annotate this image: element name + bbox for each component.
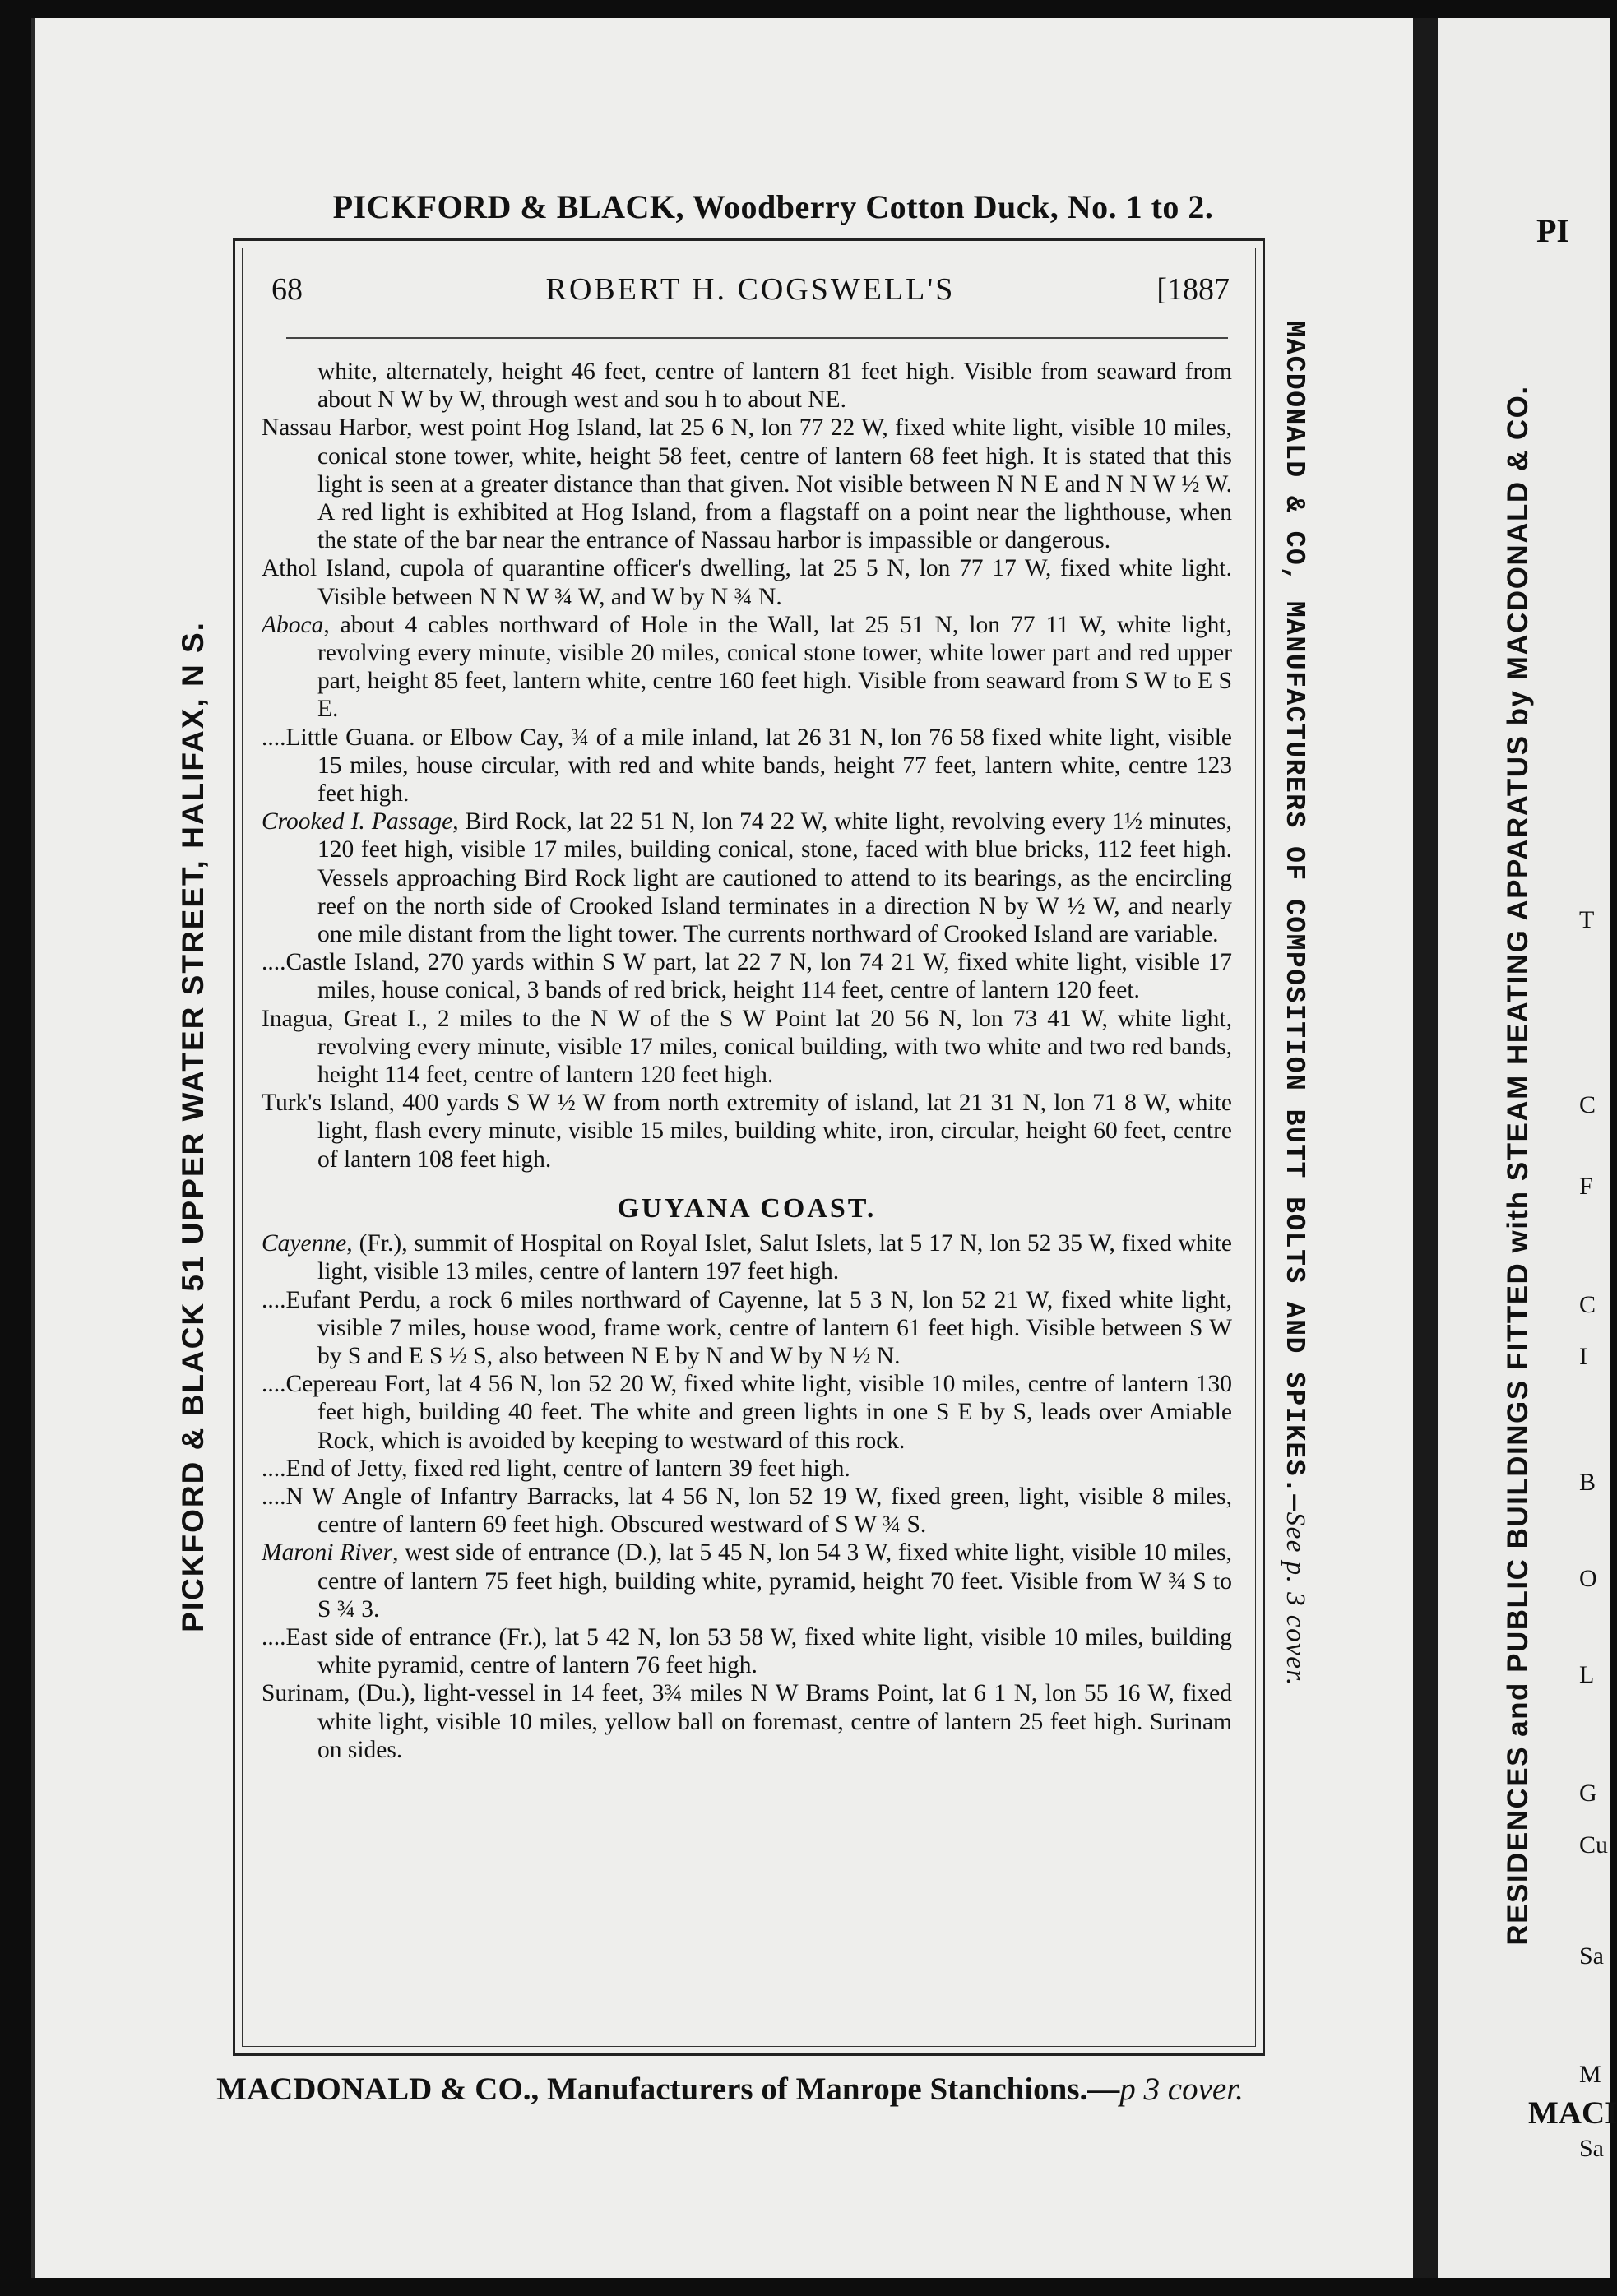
next-page-letter: T bbox=[1579, 906, 1595, 933]
right-margin-ref: See p. 3 cover. bbox=[1281, 1511, 1310, 1687]
bottom-advert bbox=[185, 2071, 1275, 2108]
next-page-fragment bbox=[1438, 18, 1617, 2278]
light-name: ....Little Guana. or Elbow Cay bbox=[262, 724, 558, 751]
page-year: [1887 bbox=[1156, 272, 1230, 307]
page-body bbox=[262, 358, 1232, 1764]
light-name: Maroni River bbox=[262, 1539, 393, 1567]
light-name: Athol Island bbox=[262, 555, 385, 582]
next-page-side-advert: RESIDENCES and PUBLIC BUILDINGS FITTED with STEAM HEATING APPARATUS by MACDONALD & CO. bbox=[1502, 385, 1534, 1946]
light-description: , lat 4 56 N, lon 52 19 W, fixed green, light, visible 8 miles, centre of lantern 69 feet high. Obscured westward of S W ¾ S. bbox=[317, 1483, 1233, 1539]
light-name: ....Cepereau Fort bbox=[262, 1371, 425, 1398]
light-description: , 270 yards within S W part, lat 22 7 N, lon 74 21 W, fixed white light, visible 17 miles, house conical, 3 bands of red brick, height 114 feet, centre of lantern 120 feet. bbox=[317, 949, 1232, 1004]
next-page-letter: M bbox=[1579, 2061, 1601, 2088]
next-page-letter: O bbox=[1579, 1565, 1597, 1592]
light-entry bbox=[262, 554, 1232, 610]
light-description: , light-vessel in 14 feet, 3¾ miles N W Brams Point, lat 6 1 N, lon 55 16 W, fixed white light, visible 10 miles, yellow ball on foremast, centre of lantern 25 feet high. Surinam on sides. bbox=[317, 1680, 1233, 1763]
light-description: white, alternately, height 46 feet, centre of lantern 81 feet high. Visible from seaward from about N W by W, through west and sou h to about NE. bbox=[317, 359, 1232, 414]
light-description: , ¾ of a mile inland, lat 26 31 N, lon 76 58 fixed white light, visible 15 miles, house circular, with red and white bands, height 77 feet, lantern white, centre 123 feet high. bbox=[317, 724, 1232, 808]
bottom-advert-text: MACDONALD & CO., Manufacturers of Manrope Stanchions.— bbox=[216, 2071, 1120, 2107]
page-header bbox=[271, 271, 1230, 321]
light-entry bbox=[262, 808, 1232, 948]
light-description: , fixed red light, centre of lantern 39 feet high. bbox=[401, 1455, 850, 1482]
light-name: Turk's Island bbox=[262, 1090, 389, 1117]
page-number: 68 bbox=[271, 272, 303, 307]
light-description: , about 4 cables northward of Hole in the Wall, lat 25 51 N, lon 77 11 W, white light, revolving every minute, visible 20 miles, conical stone tower, white lower part and red upper part, height 85 feet, lantern white, centre 160 feet high. Visible from seaward from S W to E S E. bbox=[317, 611, 1232, 723]
light-entry bbox=[262, 1623, 1232, 1679]
light-name: Crooked I. Passage bbox=[262, 808, 453, 836]
right-margin-advert-text: MACDONALD & CO, MANUFACTURERS OF COMPOSITION BUTT BOLTS AND SPIKES.— bbox=[1279, 321, 1309, 1512]
next-page-letter: Cu bbox=[1579, 1831, 1609, 1859]
light-name: Inagua, Great I. bbox=[262, 1005, 422, 1032]
right-margin-advert bbox=[1271, 321, 1320, 2023]
light-name: ....Eufant Perdu bbox=[262, 1286, 416, 1313]
light-entry bbox=[262, 1539, 1232, 1623]
light-entry bbox=[262, 358, 1232, 414]
light-description: , (Fr.), summit of Hospital on Royal Islet, Salut Islets, lat 5 17 N, lon 52 35 W, fixed white light, visible 13 miles, centre of lantern 197 feet high. bbox=[317, 1230, 1232, 1285]
light-entry bbox=[262, 1286, 1232, 1371]
next-page-letter: C bbox=[1579, 1291, 1596, 1318]
light-entry bbox=[262, 1455, 1232, 1483]
light-description: , 2 miles to the N W of the S W Point lat 20 56 N, lon 73 41 W, white light, revolving every minute, visible 17 miles, conical building, with two white and two red bands, height 114 feet, centre of lantern 120 feet high. bbox=[317, 1005, 1232, 1089]
page-edge bbox=[31, 18, 35, 2278]
light-entry bbox=[262, 414, 1232, 554]
next-page-letter: Sa bbox=[1579, 2135, 1604, 2162]
light-entry bbox=[262, 1483, 1232, 1539]
light-description: , Bird Rock, lat 22 51 N, lon 74 22 W, white light, revolving every 1½ minutes, 120 feet high, visible 17 miles, building conical, stone, faced with blue bricks, 112 feet high. Vessels approaching Bird Rock light are cautioned to attend to its bearings, as the encircling reef on the north side of Crooked Island terminates in a direction N by W ½ W, and nearly one mile distant from the light tower. The currents northward of Crooked Island are variable. bbox=[317, 808, 1232, 948]
running-title: ROBERT H. COGSWELL'S bbox=[545, 272, 956, 307]
page-gutter bbox=[1413, 18, 1438, 2278]
light-entry bbox=[262, 611, 1232, 724]
next-page-letter: G bbox=[1579, 1780, 1597, 1807]
light-entry bbox=[262, 1229, 1232, 1285]
next-page-bottom-advert: MACI bbox=[1528, 2095, 1617, 2131]
light-name: ....Castle Island bbox=[262, 949, 414, 976]
section-heading: GUYANA COAST. bbox=[617, 1192, 877, 1224]
light-entry bbox=[262, 1679, 1232, 1764]
light-name: Cayenne bbox=[262, 1230, 347, 1257]
light-entry bbox=[262, 1089, 1232, 1173]
left-margin-advert: PICKFORD & BLACK 51 UPPER WATER STREET, HALIFAX, N S. bbox=[176, 621, 210, 1632]
light-entry bbox=[262, 948, 1232, 1004]
light-name: ....End of Jetty bbox=[262, 1455, 402, 1482]
next-page-letter: L bbox=[1579, 1661, 1595, 1688]
next-page-letter: B bbox=[1579, 1469, 1596, 1496]
next-page-letter: F bbox=[1579, 1173, 1593, 1200]
light-description: , a rock 6 miles northward of Cayenne, lat 5 3 N, lon 52 21 W, fixed white light, visible 7 miles, house wood, frame work, centre of lantern 61 feet high. Visible between S W by S and E S ½ S, also between N E by N and W by N ½ N. bbox=[317, 1286, 1232, 1369]
light-description: , cupola of quarantine officer's dwelling, lat 25 5 N, lon 77 17 W, fixed white light. Visible between N N W ¾ W, and W by N ¾ N. bbox=[317, 555, 1232, 610]
top-advert: PICKFORD & BLACK, Woodberry Cotton Duck, No. 1 to 2. bbox=[332, 188, 1214, 225]
light-name: ....N W Angle of Infantry Barracks bbox=[262, 1483, 614, 1510]
light-description: , lat 4 56 N, lon 52 20 W, fixed white light, visible 10 miles, centre of lantern 130 feet high, building 40 feet. The white and green lights in one S E by S, leads over Amiable Rock, which is avoided by keeping to westward of this rock. bbox=[317, 1371, 1232, 1454]
header-rule bbox=[286, 337, 1228, 339]
light-entry bbox=[262, 1005, 1232, 1090]
bottom-advert-ref: p 3 cover. bbox=[1119, 2071, 1244, 2107]
light-name: Aboca bbox=[262, 611, 324, 638]
light-entry bbox=[262, 724, 1232, 808]
guyana-entries bbox=[262, 1229, 1232, 1764]
light-name: ....East side of entrance (Fr.) bbox=[262, 1623, 542, 1650]
next-page-top-advert: PI bbox=[1536, 212, 1569, 249]
light-description: , west side of entrance (D.), lat 5 45 N, lon 54 3 W, fixed white light, visible 10 miles, centre of lantern 75 feet high, building white, pyramid, height 70 feet. Visible from W ¾ S to S ¾ 3. bbox=[317, 1539, 1232, 1622]
light-name: Nassau Harbor bbox=[262, 414, 407, 442]
light-description: , west point Hog Island, lat 25 6 N, lon 77 22 W, fixed white light, visible 10 miles, conical stone tower, white, height 58 feet, centre of lantern 68 feet high. It is stated that this light is seen at a greater distance than that given. Not visible between N N E and N N W ½ W. A red light is exhibited at Hog Island, from a flagstaff on a point near the lighthouse, when the state of the bar near the entrance of Nassau harbor is impassible or dangerous. bbox=[317, 414, 1232, 554]
lighthouse-entries bbox=[262, 358, 1232, 1173]
light-description: , lat 5 42 N, lon 53 58 W, fixed white light, visible 10 miles, building white pyramid, centre of lantern 76 feet high. bbox=[317, 1623, 1233, 1679]
light-name: Surinam, (Du.) bbox=[262, 1680, 410, 1707]
next-page-letter: I bbox=[1579, 1343, 1587, 1370]
next-page-letter: C bbox=[1579, 1091, 1596, 1118]
next-page-letter: Sa bbox=[1579, 1942, 1604, 1970]
light-entry bbox=[262, 1370, 1232, 1455]
light-description: , 400 yards S W ½ W from north extremity of island, lat 21 31 N, lon 71 8 W, white light, flash every minute, visible 15 miles, building white, iron, circular, height 60 feet, centre of lantern 108 feet high. bbox=[317, 1090, 1233, 1173]
